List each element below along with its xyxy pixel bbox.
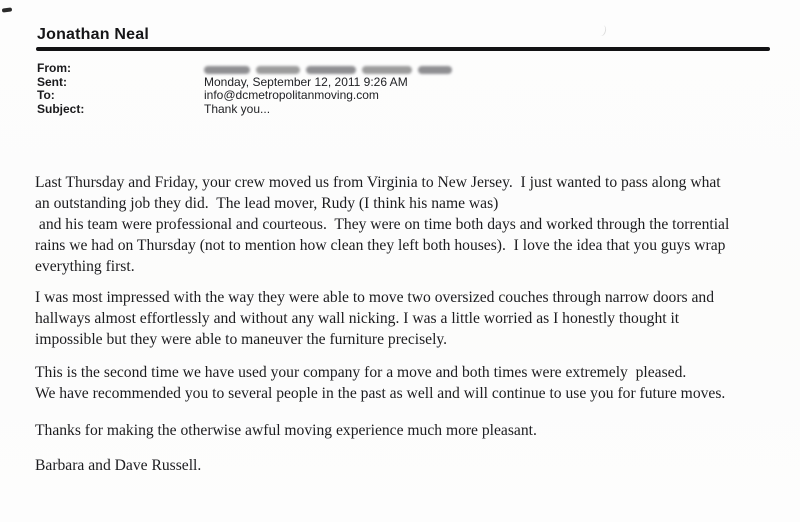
- recipient-name-heading: Jonathan Neal: [37, 26, 149, 43]
- scan-artifact-mark: [2, 7, 12, 12]
- redacted-text-blob: [204, 66, 250, 74]
- body-line: We have recommended you to several people in the past as well and will continue to use you for future moves.: [35, 385, 726, 402]
- body-line: an outstanding job they did. The lead mover, Rudy (I think his name was): [35, 195, 499, 212]
- sent-value: Monday, September 12, 2011 9:26 AM: [204, 74, 408, 89]
- header-row-subject: [37, 103, 452, 117]
- header-row-from: [37, 62, 452, 76]
- paragraph-4: [35, 420, 780, 441]
- body-line: I was most impressed with the way they were able to move two oversized couches through narrow doors and: [35, 289, 715, 306]
- sent-label: Sent:: [37, 74, 67, 89]
- redacted-text-blob: [418, 66, 452, 74]
- body-line: impossible but they were able to maneuver the furniture precisely.: [35, 331, 448, 348]
- body-line: Thanks for making the otherwise awful moving experience much more pleasant.: [35, 422, 537, 439]
- to-value: info@dcmetropolitanmoving.com: [204, 88, 379, 103]
- header-row-sent: [37, 76, 452, 90]
- redacted-text-blob: [362, 66, 412, 74]
- paragraph-2: [35, 287, 780, 350]
- subject-value: Thank you...: [204, 101, 271, 116]
- to-label: To:: [37, 88, 55, 103]
- from-label: From:: [37, 61, 71, 75]
- body-line: Last Thursday and Friday, your crew moved us from Virginia to New Jersey. I just wanted to pass along what: [35, 174, 721, 191]
- paragraph-1: [35, 172, 780, 277]
- redacted-text-blob: [256, 66, 300, 74]
- header-row-to: [37, 89, 452, 103]
- body-line: rains we had on Thursday (not to mention how clean they left both houses). I love the idea that you guys wrap: [35, 237, 726, 254]
- body-line: This is the second time we have used your company for a move and both times were extremely pleased.: [35, 364, 687, 381]
- email-body: [35, 172, 780, 476]
- from-address-redacted: [204, 62, 452, 75]
- signature: Barbara and Dave Russell.: [35, 457, 202, 474]
- body-line: hallways almost effortlessly and without any wall nicking. I was a little worried as I honestly thought it: [35, 310, 680, 327]
- body-line: everything first.: [35, 258, 135, 275]
- paragraph-3: [35, 362, 780, 404]
- scan-speck: [597, 24, 607, 37]
- email-header-fields: [37, 62, 452, 116]
- body-line: and his team were professional and courteous. They were on time both days and worked through the torrential: [35, 216, 730, 233]
- subject-label: Subject:: [37, 101, 85, 116]
- redacted-text-blob: [306, 66, 356, 74]
- header-divider: [36, 47, 770, 51]
